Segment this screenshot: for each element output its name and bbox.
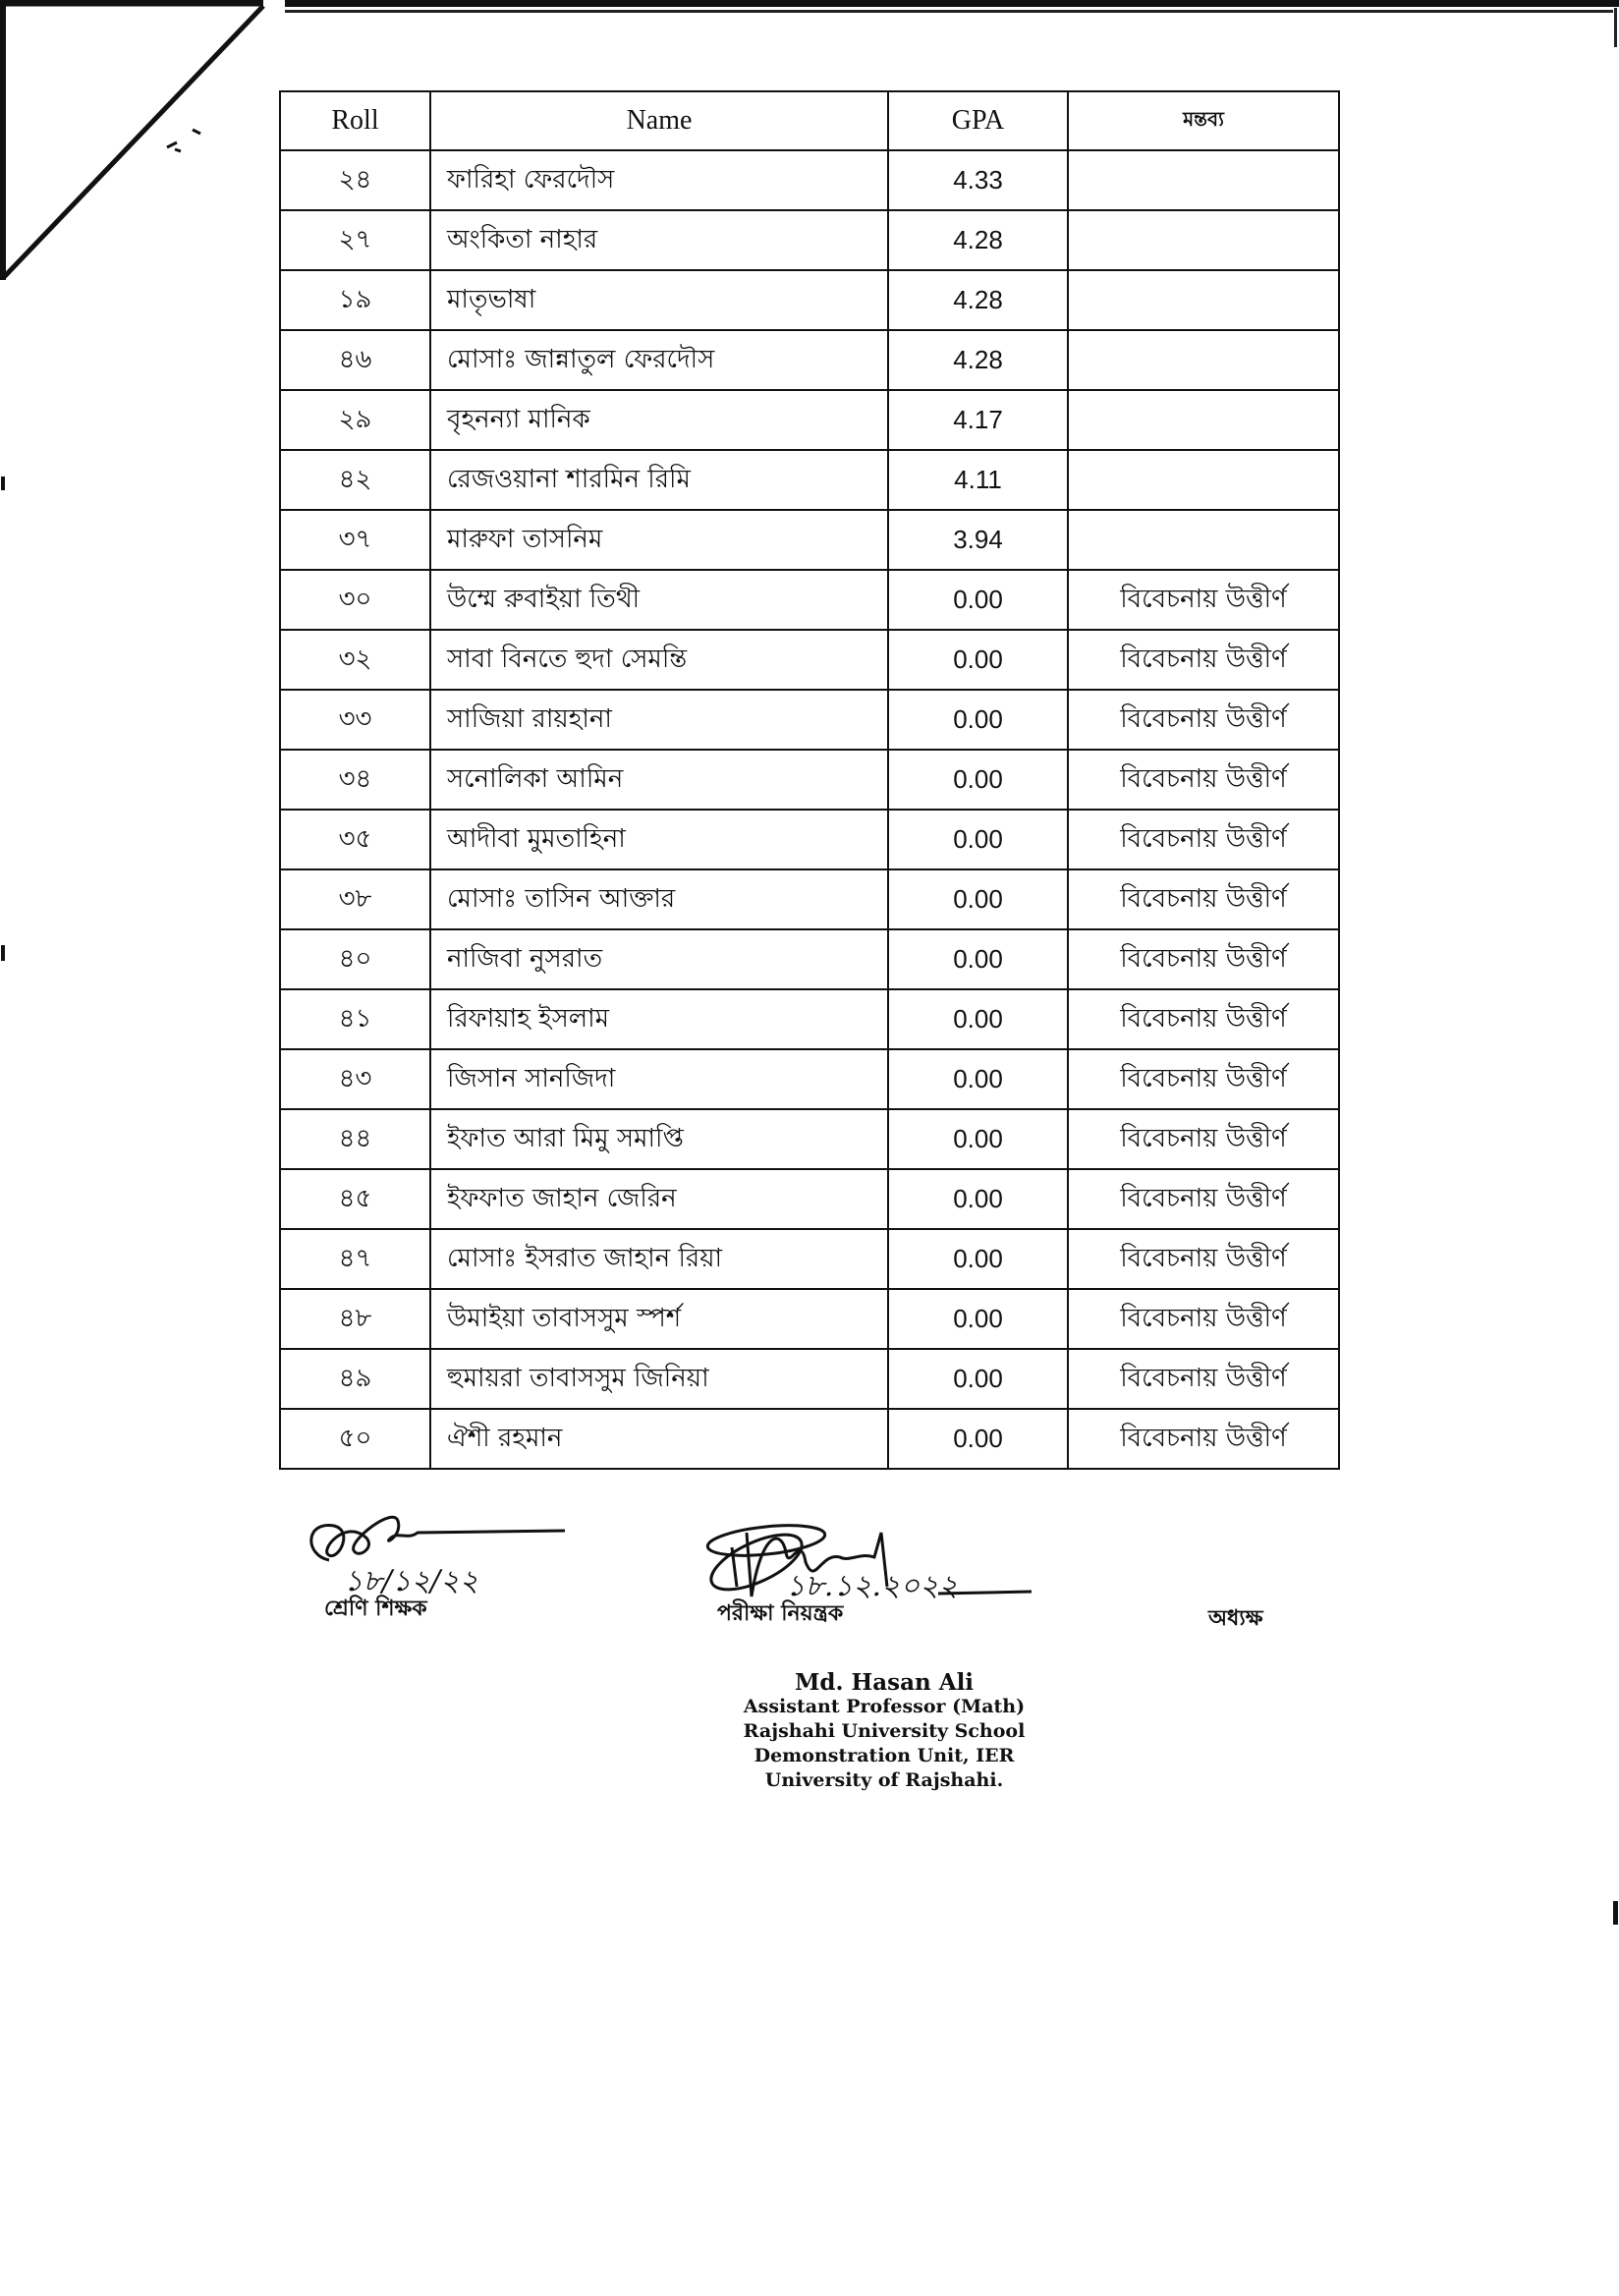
roll-cell: ৩৪ [280, 750, 430, 810]
margin-mark [1613, 1901, 1618, 1925]
name-cell: রিফায়াহ ইসলাম [430, 989, 888, 1049]
name-cell: মোসাঃ ইসরাত জাহান রিয়া [430, 1229, 888, 1289]
gpa-cell: 0.00 [888, 869, 1068, 929]
gpa-cell: 4.28 [888, 270, 1068, 330]
name-cell: হুমায়রা তাবাসসুম জিনিয়া [430, 1349, 888, 1409]
header-remark: মন্তব্য [1068, 91, 1339, 150]
table-row [280, 1289, 1339, 1349]
roll-cell: ৩২ [280, 630, 430, 690]
table-row [280, 510, 1339, 570]
name-cell: সাবা বিনতে হুদা সেমন্তি [430, 630, 888, 690]
remark-cell: বিবেচনায় উত্তীর্ণ [1068, 750, 1339, 810]
table-row [280, 570, 1339, 630]
remark-cell: বিবেচনায় উত্তীর্ণ [1068, 570, 1339, 630]
roll-cell: ৩৮ [280, 869, 430, 929]
table-row [280, 810, 1339, 869]
remark-cell: বিবেচনায় উত্তীর্ণ [1068, 1349, 1339, 1409]
name-cell: ঐশী রহমান [430, 1409, 888, 1469]
header-gpa: GPA [888, 91, 1068, 150]
table-row [280, 1409, 1339, 1469]
remark-cell [1068, 150, 1339, 210]
remark-cell [1068, 330, 1339, 390]
roll-cell: ৩৭ [280, 510, 430, 570]
roll-cell: ৪৯ [280, 1349, 430, 1409]
roll-cell: ৪৪ [280, 1109, 430, 1169]
table-row [280, 690, 1339, 750]
gpa-cell: 0.00 [888, 989, 1068, 1049]
remark-cell: বিবেচনায় উত্তীর্ণ [1068, 1109, 1339, 1169]
roll-cell: ২৯ [280, 390, 430, 450]
margin-mark [1, 476, 5, 490]
gpa-cell: 4.11 [888, 450, 1068, 510]
remark-cell [1068, 450, 1339, 510]
gpa-cell: 0.00 [888, 630, 1068, 690]
remark-cell [1068, 210, 1339, 270]
gpa-cell: 0.00 [888, 1109, 1068, 1169]
table-row [280, 1049, 1339, 1109]
gpa-cell: 4.28 [888, 330, 1068, 390]
margin-mark [1, 945, 5, 961]
class-teacher-date: ১৮/১২/২২ [344, 1564, 479, 1598]
table-row [280, 150, 1339, 210]
roll-cell: ৩৩ [280, 690, 430, 750]
table-row [280, 989, 1339, 1049]
remark-cell: বিবেচনায় উত্তীর্ণ [1068, 989, 1339, 1049]
header-name: Name [430, 91, 888, 150]
table-row [280, 750, 1339, 810]
remark-cell: বিবেচনায় উত্তীর্ণ [1068, 869, 1339, 929]
name-cell: মোসাঃ জান্নাতুল ফেরদৌস [430, 330, 888, 390]
roll-cell: ৫০ [280, 1409, 430, 1469]
gpa-cell: 0.00 [888, 1409, 1068, 1469]
name-cell: সাজিয়া রায়হানা [430, 690, 888, 750]
gpa-cell: 0.00 [888, 929, 1068, 989]
remark-cell: বিবেচনায় উত্তীর্ণ [1068, 1229, 1339, 1289]
roll-cell: ২৭ [280, 210, 430, 270]
scan-border-right [1614, 8, 1617, 47]
remark-cell [1068, 270, 1339, 330]
seal-line: Assistant Professor (Math) [743, 1696, 1026, 1717]
gpa-cell: 0.00 [888, 690, 1068, 750]
table-row [280, 1109, 1339, 1169]
roll-cell: ৪০ [280, 929, 430, 989]
roll-cell: ৪৫ [280, 1169, 430, 1229]
name-cell: জিসান সানজিদা [430, 1049, 888, 1109]
official-seal [688, 1670, 1081, 1793]
table-row [280, 1349, 1339, 1409]
name-cell: ইফফাত জাহান জেরিন [430, 1169, 888, 1229]
name-cell: মোসাঃ তাসিন আক্তার [430, 869, 888, 929]
gpa-cell: 4.17 [888, 390, 1068, 450]
header-roll: Roll [280, 91, 430, 150]
remark-cell: বিবেচনায় উত্তীর্ণ [1068, 929, 1339, 989]
name-cell: মাতৃভাষা [430, 270, 888, 330]
remark-cell: বিবেচনায় উত্তীর্ণ [1068, 1409, 1339, 1469]
table-row [280, 330, 1339, 390]
remark-cell: বিবেচনায় উত্তীর্ণ [1068, 1049, 1339, 1109]
remark-cell [1068, 390, 1339, 450]
table-row [280, 929, 1339, 989]
table-row [280, 450, 1339, 510]
gpa-cell: 0.00 [888, 810, 1068, 869]
remark-cell: বিবেচনায় উত্তীর্ণ [1068, 690, 1339, 750]
roll-cell: ৪১ [280, 989, 430, 1049]
remark-cell: বিবেচনায় উত্তীর্ণ [1068, 1169, 1339, 1229]
roll-cell: ২৪ [280, 150, 430, 210]
table-row [280, 210, 1339, 270]
name-cell: নাজিবা নুসরাত [430, 929, 888, 989]
name-cell: মারুফা তাসনিম [430, 510, 888, 570]
gpa-cell: 0.00 [888, 1289, 1068, 1349]
seal-line: Rajshahi University School [743, 1720, 1026, 1742]
roll-cell: ৪৬ [280, 330, 430, 390]
name-cell: বৃহনন্যা মানিক [430, 390, 888, 450]
remark-cell [1068, 510, 1339, 570]
scan-border-top [285, 0, 1619, 7]
roll-cell: ১৯ [280, 270, 430, 330]
gpa-cell: 0.00 [888, 1349, 1068, 1409]
name-cell: অংকিতা নাহার [430, 210, 888, 270]
seal-line: Demonstration Unit, IER [754, 1745, 1015, 1766]
scan-border-line [285, 10, 1613, 13]
seal-line: University of Rajshahi. [764, 1769, 1004, 1791]
name-cell: উমাইয়া তাবাসসুম স্পর্শ [430, 1289, 888, 1349]
roll-cell: ৪২ [280, 450, 430, 510]
table-row [280, 390, 1339, 450]
roll-cell: ৩০ [280, 570, 430, 630]
table-row [280, 630, 1339, 690]
name-cell: ফারিহা ফেরদৌস [430, 150, 888, 210]
seal-name: Md. Hasan Ali [794, 1669, 975, 1696]
remark-cell: বিবেচনায় উত্তীর্ণ [1068, 630, 1339, 690]
table-header-row [280, 91, 1339, 150]
gpa-cell: 0.00 [888, 1169, 1068, 1229]
gpa-cell: 4.33 [888, 150, 1068, 210]
results-table [279, 90, 1340, 1470]
gpa-cell: 0.00 [888, 750, 1068, 810]
roll-cell: ৪৩ [280, 1049, 430, 1109]
exam-controller-label: পরীক্ষা নিয়ন্ত্রক [717, 1601, 844, 1626]
name-cell: আদীবা মুমতাহিনা [430, 810, 888, 869]
name-cell: উম্মে রুবাইয়া তিথী [430, 570, 888, 630]
name-cell: ইফাত আরা মিমু সমাপ্তি [430, 1109, 888, 1169]
gpa-cell: 0.00 [888, 1049, 1068, 1109]
folded-corner [0, 0, 295, 295]
gpa-cell: 0.00 [888, 570, 1068, 630]
name-cell: রেজওয়ানা শারমিন রিমি [430, 450, 888, 510]
table-row [280, 270, 1339, 330]
exam-controller-date: ১৮.১২.২০২২ [786, 1569, 959, 1603]
roll-cell: ৪৭ [280, 1229, 430, 1289]
roll-cell: ৩৫ [280, 810, 430, 869]
class-teacher-label: শ্রেণি শিক্ষক [324, 1596, 427, 1621]
remark-cell: বিবেচনায় উত্তীর্ণ [1068, 1289, 1339, 1349]
roll-cell: ৪৮ [280, 1289, 430, 1349]
gpa-cell: 4.28 [888, 210, 1068, 270]
table-row [280, 1229, 1339, 1289]
gpa-cell: 0.00 [888, 1229, 1068, 1289]
table-row [280, 869, 1339, 929]
gpa-cell: 3.94 [888, 510, 1068, 570]
remark-cell: বিবেচনায় উত্তীর্ণ [1068, 810, 1339, 869]
table-row [280, 1169, 1339, 1229]
principal-label: অধ্যক্ষ [1208, 1606, 1263, 1631]
name-cell: সনোলিকা আমিন [430, 750, 888, 810]
